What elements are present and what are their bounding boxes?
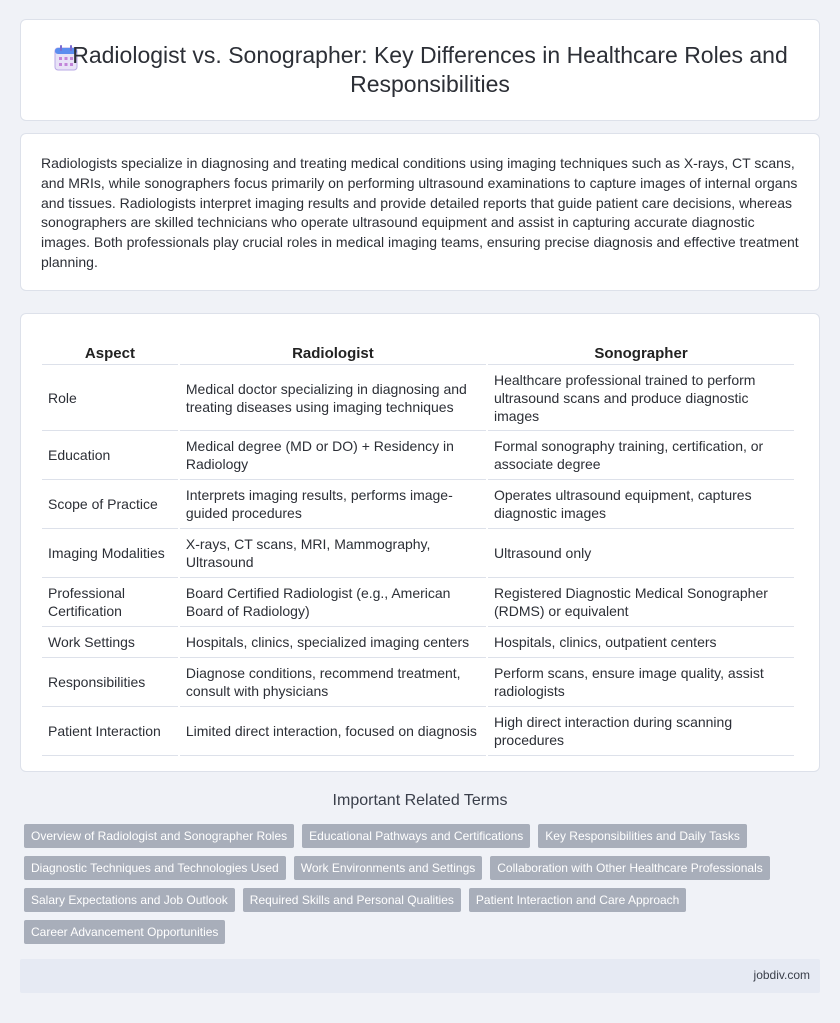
aspect-cell: Imaging Modalities: [42, 529, 178, 578]
sonographer-cell: Ultrasound only: [488, 529, 794, 578]
header-sonographer: Sonographer: [488, 334, 794, 365]
radiologist-cell: X-rays, CT scans, MRI, Mammography, Ultrasound: [180, 529, 486, 578]
related-term-chip[interactable]: Overview of Radiologist and Sonographer Roles: [24, 824, 294, 848]
aspect-cell: Scope of Practice: [42, 480, 178, 529]
sonographer-cell: High direct interaction during scanning procedures: [488, 707, 794, 756]
page-title: Radiologist vs. Sonographer: Key Differences in Healthcare Roles and Responsibilities: [72, 42, 788, 97]
comparison-table: [40, 334, 796, 756]
radiologist-cell: Limited direct interaction, focused on diagnosis: [180, 707, 486, 756]
table-row: [42, 529, 794, 578]
table-header-row: [42, 334, 794, 365]
radiologist-cell: Board Certified Radiologist (e.g., American Board of Radiology): [180, 578, 486, 627]
table-row: [42, 627, 794, 658]
header-card: [20, 19, 820, 121]
intro-card: [20, 133, 820, 291]
related-term-chip[interactable]: Work Environments and Settings: [294, 856, 483, 880]
radiologist-cell: Medical doctor specializing in diagnosing and treating diseases using imaging techniques: [180, 365, 486, 431]
intro-paragraph: Radiologists specialize in diagnosing and treating medical conditions using imaging techniques such as X-rays, CT scans, and MRIs, while sonographers focus primarily on performing ultrasound examinations to capture images of internal organs and tissues. Radiologists interpret imaging results and provide detailed reports that guide patient care decisions, whereas sonographers are skilled technicians who operate ultrasound equipment and assist in capturing accurate diagnostic images. Both professionals play crucial roles in medical imaging teams, ensuring precise diagnosis and effective treatment planning.: [41, 155, 799, 270]
related-term-chip[interactable]: Collaboration with Other Healthcare Professionals: [490, 856, 769, 880]
table-row: [42, 707, 794, 756]
sonographer-cell: Registered Diagnostic Medical Sonographer (RDMS) or equivalent: [488, 578, 794, 627]
radiologist-cell: Hospitals, clinics, specialized imaging centers: [180, 627, 486, 658]
related-terms-title: Important Related Terms: [332, 792, 508, 809]
aspect-cell: Patient Interaction: [42, 707, 178, 756]
header-radiologist: Radiologist: [180, 334, 486, 365]
sonographer-cell: Hospitals, clinics, outpatient centers: [488, 627, 794, 658]
related-term-chip[interactable]: Patient Interaction and Care Approach: [469, 888, 686, 912]
related-term-chip[interactable]: Career Advancement Opportunities: [24, 920, 225, 944]
footer: [20, 959, 820, 993]
related-terms-list: [24, 824, 816, 944]
sonographer-cell: Operates ultrasound equipment, captures diagnostic images: [488, 480, 794, 529]
related-term-chip[interactable]: Key Responsibilities and Daily Tasks: [538, 824, 747, 848]
related-term-chip[interactable]: Salary Expectations and Job Outlook: [24, 888, 235, 912]
aspect-cell: Role: [42, 365, 178, 431]
comparison-table-card: [20, 313, 820, 772]
aspect-cell: Professional Certification: [42, 578, 178, 627]
sonographer-cell: Healthcare professional trained to perform ultrasound scans and produce diagnostic images: [488, 365, 794, 431]
related-term-chip[interactable]: Diagnostic Techniques and Technologies Used: [24, 856, 286, 880]
table-row: [42, 431, 794, 480]
radiologist-cell: Interprets imaging results, performs image-guided procedures: [180, 480, 486, 529]
table-row: [42, 480, 794, 529]
header-aspect: Aspect: [42, 334, 178, 365]
aspect-cell: Responsibilities: [42, 658, 178, 707]
sonographer-cell: Formal sonography training, certification, or associate degree: [488, 431, 794, 480]
related-term-chip[interactable]: Required Skills and Personal Qualities: [243, 888, 461, 912]
footer-site-link[interactable]: jobdiv.com: [753, 968, 810, 982]
radiologist-cell: Diagnose conditions, recommend treatment, consult with physicians: [180, 658, 486, 707]
table-row: [42, 365, 794, 431]
sonographer-cell: Perform scans, ensure image quality, assist radiologists: [488, 658, 794, 707]
table-row: [42, 658, 794, 707]
related-term-chip[interactable]: Educational Pathways and Certifications: [302, 824, 530, 848]
table-row: [42, 578, 794, 627]
radiologist-cell: Medical degree (MD or DO) + Residency in Radiology: [180, 431, 486, 480]
aspect-cell: Work Settings: [42, 627, 178, 658]
aspect-cell: Education: [42, 431, 178, 480]
